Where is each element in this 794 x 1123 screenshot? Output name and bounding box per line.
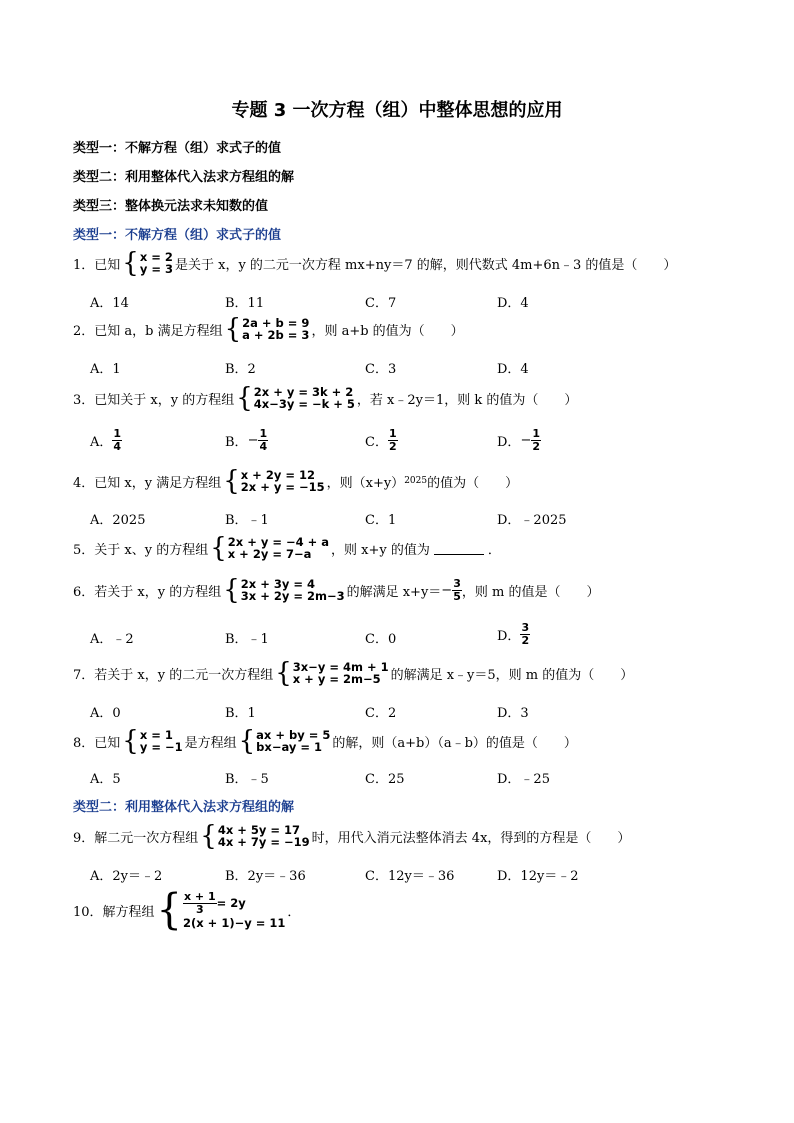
equation-system: { 4x + 5y = 17 4x + 7y = −19: [200, 820, 310, 852]
equation-system: { 2x + y = −4 + a x + 2y = 7−a: [210, 532, 330, 564]
question-prefix: 5．关于 x、y 的方程组: [73, 542, 209, 558]
option-a[interactable]: A．0: [90, 706, 121, 721]
question-6: 6．若关于 x，y 的方程组 { 2x + 3y = 4 3x + 2y = 2m−3 的解满足 x+y＝ − $\frac{3}{5}$ ，则 m 的值是（ ）: [73, 574, 600, 606]
options-7: [90, 702, 650, 722]
question-text: ，则 x+y 的值为: [331, 542, 430, 558]
exponent: 2025: [404, 476, 428, 486]
option-a[interactable]: A．5: [90, 772, 121, 787]
options-3: [90, 428, 650, 458]
question-prefix: 2．已知 a，b 满足方程组: [73, 323, 223, 339]
option-b[interactable]: B．﹣1: [225, 632, 269, 647]
question-text: ，若 x﹣2y＝1，则 k 的值为（ ）: [356, 392, 578, 408]
question-text: 的解，则（a+b）（a﹣b）的值是（ ）: [332, 735, 577, 751]
option-a[interactable]: A．2y＝﹣2: [90, 869, 163, 884]
question-text: ，则 a+b 的值为（ ）: [311, 323, 464, 339]
question-prefix: 1．已知: [73, 257, 121, 273]
option-d[interactable]: D． − $\frac{1}{2}$: [497, 427, 540, 453]
question-text-tail: ，则 m 的值是（ ）: [461, 584, 600, 600]
question-text: 的解满足 x﹣y＝5，则 m 的值为（ ）: [390, 667, 634, 683]
option-d[interactable]: D．﹣2025: [497, 513, 567, 528]
options-1: [90, 292, 650, 312]
equation-system: { 3x−y = 4m + 1 x + y = 2m−5: [275, 657, 389, 689]
page-title: 专题 3 一次方程（组）中整体思想的应用: [231, 100, 563, 121]
equation-system: { x = 2 y = 3: [122, 247, 173, 279]
question-prefix: 8．已知: [73, 735, 121, 751]
option-b[interactable]: B．﹣5: [225, 772, 269, 787]
question-2: [73, 313, 464, 345]
equation-system: { x + 2y = 12 2x + y = −15: [223, 465, 325, 497]
option-c[interactable]: C．2: [365, 706, 397, 721]
question-prefix: 3．已知关于 x，y 的方程组: [73, 392, 235, 408]
option-b[interactable]: B．11: [225, 296, 265, 311]
question-9: [73, 820, 631, 852]
section-heading-1: 类型一：不解方程（组）求式子的值: [73, 228, 282, 243]
options-2: [90, 358, 650, 378]
option-b[interactable]: B．1: [225, 706, 256, 721]
equation-system: { 2x + y = 3k + 2 4x−3y = −k + 5: [236, 382, 355, 414]
option-b[interactable]: B．2y＝﹣36: [225, 869, 306, 884]
option-c[interactable]: C．0: [365, 632, 397, 647]
question-text-tail: 的值为（ ）: [427, 475, 519, 491]
option-c[interactable]: C．7: [365, 296, 397, 311]
answer-blank[interactable]: [434, 542, 484, 555]
options-6: [90, 622, 650, 652]
question-10: [73, 885, 301, 935]
option-a[interactable]: A． $\frac{1}{4}$: [90, 427, 122, 453]
question-4: [73, 465, 519, 497]
options-9: [90, 865, 650, 885]
equation-system-2: { ax + by = 5 bx−ay = 1: [238, 725, 331, 757]
question-text: 时，用代入消元法整体消去 4x，得到的方程是（ ）: [311, 830, 631, 846]
option-d[interactable]: D．3: [497, 706, 529, 721]
question-text: 是关于 x，y 的二元一次方程 mx+ny＝7 的解，则代数式 4m+6n﹣3 的值是（ ）: [174, 257, 677, 273]
question-5: 5．关于 x、y 的方程组 { 2x + y = −4 + a x + 2y = 7−a ，则 x+y 的值为 ．: [73, 532, 501, 564]
type-list-item-2: 类型二：利用整体代入法求方程组的解: [73, 170, 295, 185]
type-list-item-1: 类型一：不解方程（组）求式子的值: [73, 141, 282, 156]
option-d[interactable]: D．4: [497, 362, 529, 377]
option-a[interactable]: A．1: [90, 362, 121, 377]
options-8: [90, 768, 650, 788]
question-prefix: 7．若关于 x，y 的二元一次方程组: [73, 667, 274, 683]
question-8: 8．已知 { x = 1 y = −1 是方程组 { ax + by = 5 bx−ay = 1 的解，则（a+b）（a﹣b）的值是（ ）: [73, 725, 577, 757]
question-7: [73, 657, 634, 689]
option-c[interactable]: C．25: [365, 772, 405, 787]
option-a[interactable]: A．2025: [90, 513, 146, 528]
equation-system: { 2a + b = 9 a + 2b = 3: [224, 313, 310, 345]
fraction: $\frac{3}{5}$: [453, 576, 461, 603]
option-d[interactable]: D． $\frac{3}{2}$: [497, 621, 530, 647]
option-b[interactable]: B． − $\frac{1}{4}$: [225, 427, 268, 453]
question-prefix: 4．已知 x，y 满足方程组: [73, 475, 222, 491]
question-text: 的解满足 x+y＝: [346, 584, 442, 600]
question-text: ．: [287, 904, 301, 920]
option-c[interactable]: C．3: [365, 362, 397, 377]
question-prefix: 10．解方程组: [73, 904, 155, 920]
option-a[interactable]: A．﹣2: [90, 632, 134, 647]
question-text: ，则（x+y）: [326, 475, 405, 491]
equation-system: { 2x + 3y = 4 3x + 2y = 2m−3: [223, 574, 345, 606]
option-d[interactable]: D．12y＝﹣2: [497, 869, 579, 884]
option-c[interactable]: C． $\frac{1}{2}$: [365, 427, 397, 453]
option-c[interactable]: C．1: [365, 513, 397, 528]
equation-system: { x = 1 y = −1: [122, 725, 183, 757]
option-c[interactable]: C．12y＝﹣36: [365, 869, 455, 884]
option-d[interactable]: D．﹣25: [497, 772, 550, 787]
equation-system: { $\frac{x + 1}{3}$ = 2y 2(x + 1)−y = 11: [156, 885, 286, 935]
question-prefix: 6．若关于 x，y 的方程组: [73, 584, 222, 600]
option-b[interactable]: B．2: [225, 362, 256, 377]
option-a[interactable]: A．14: [90, 296, 129, 311]
section-heading-2: 类型二：利用整体代入法求方程组的解: [73, 800, 295, 815]
question-1: [73, 247, 677, 279]
option-d[interactable]: D．4: [497, 296, 529, 311]
options-4: [90, 509, 650, 529]
type-list-item-3: 类型三：整体换元法求未知数的值: [73, 199, 269, 214]
question-3: [73, 382, 578, 414]
question-prefix: 9．解二元一次方程组: [73, 830, 199, 846]
option-b[interactable]: B．﹣1: [225, 513, 269, 528]
